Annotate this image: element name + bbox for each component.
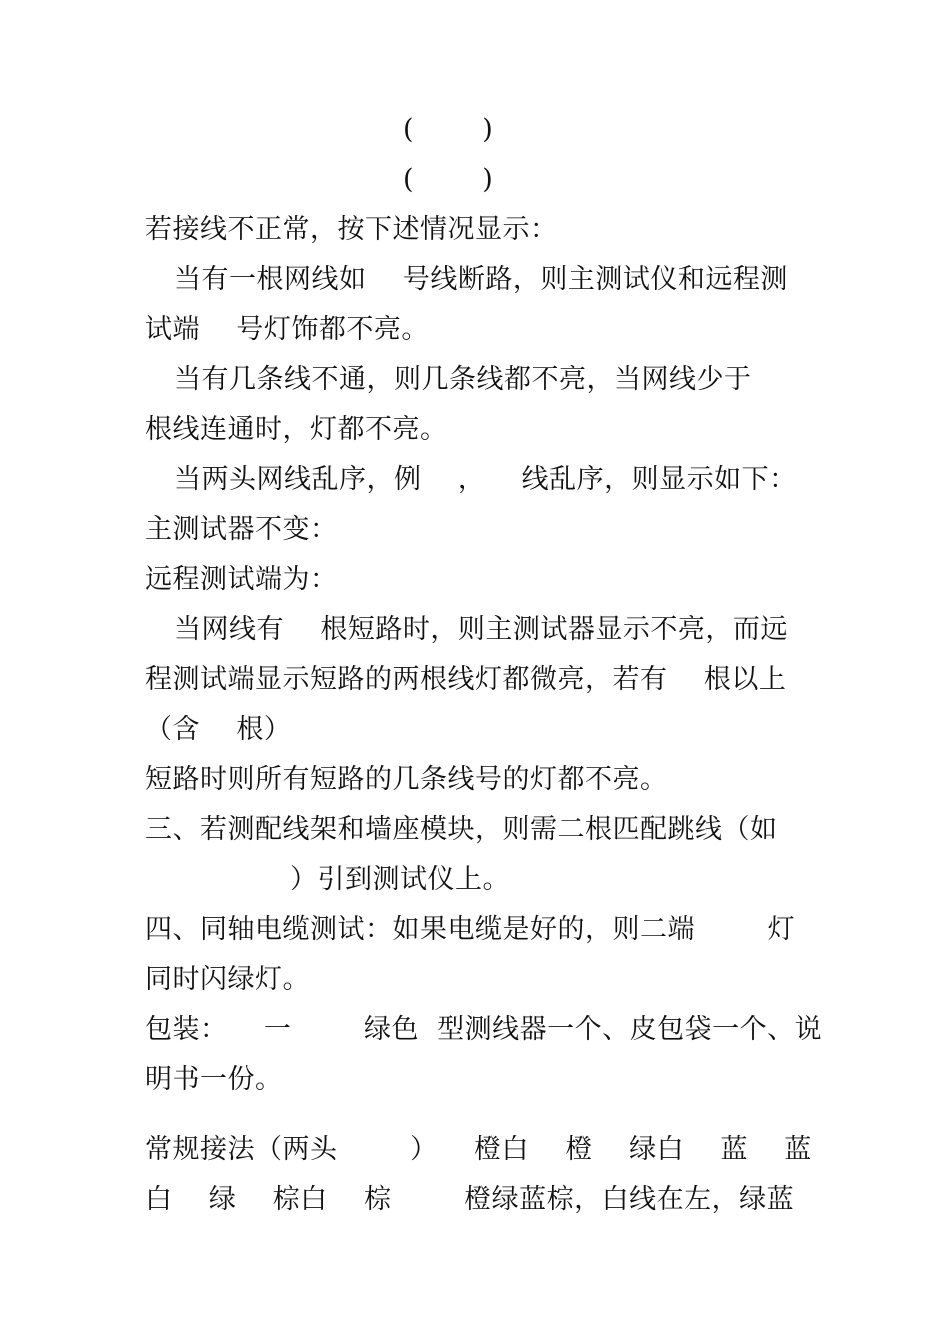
- paragraph-line: 白 绿 棕白 棕 橙绿蓝棕，白线在左，绿蓝: [145, 1184, 795, 1215]
- paragraph-line: 明书一份。: [145, 1064, 283, 1095]
- paragraph-line: 试端 号灯饰都不亮。: [145, 314, 429, 345]
- blank-parentheses-2: ( ): [403, 164, 493, 195]
- paragraph-line: 根线连通时，灯都不亮。: [145, 414, 448, 445]
- paragraph-line: 主测试器不变：: [145, 514, 338, 545]
- paragraph-line: 包装： 一 绿色 型测线器一个、皮包袋一个、说: [145, 1014, 823, 1045]
- paragraph-line: 当网线有 根短路时，则主测试器显示不亮，而远: [174, 614, 788, 645]
- paragraph-line: 当有几条线不通，则几条线都不亮，当网线少于: [174, 364, 752, 395]
- paragraph-line: 远程测试端为：: [145, 564, 338, 595]
- paragraph-line: （含 根）: [145, 714, 292, 745]
- paragraph-line: 短路时则所有短路的几条线号的灯都不亮。: [145, 764, 668, 795]
- paragraph-line: 同时闪绿灯。: [145, 964, 310, 995]
- section-heading-line: 三、若测配线架和墙座模块，则需二根匹配跳线（如: [145, 814, 778, 845]
- paragraph-line: 当有一根网线如 号线断路，则主测试仪和远程测: [174, 264, 788, 295]
- paragraph-line: 常规接法（两头 ） 橙白 橙 绿白 蓝 蓝: [145, 1134, 812, 1165]
- section-heading-line: 四、同轴电缆测试：如果电缆是好的，则二端 灯: [145, 914, 796, 945]
- paragraph-line: 当两头网线乱序，例 ， 线乱序，则显示如下：: [174, 464, 797, 495]
- blank-parentheses-1: ( ): [403, 114, 493, 145]
- paragraph-line: 若接线不正常，按下述情况显示：: [145, 214, 558, 245]
- paragraph-line: 程测试端显示短路的两根线灯都微亮，若有 根以上: [145, 664, 787, 695]
- paragraph-line: ）引到测试仪上。: [290, 864, 510, 895]
